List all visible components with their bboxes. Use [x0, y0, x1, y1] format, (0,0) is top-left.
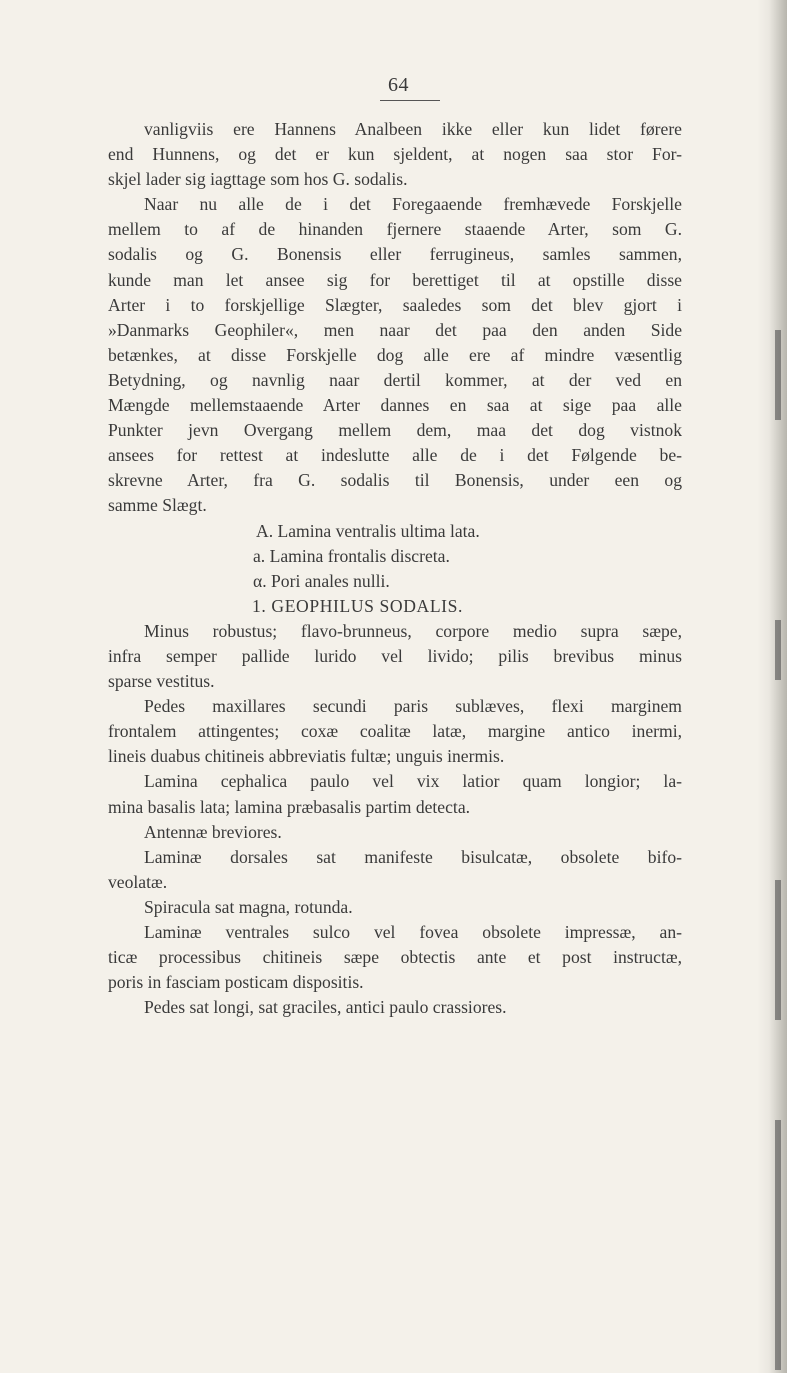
text-line: Punkter jevn Overgang mellem dem, maa det dog vistnok — [108, 420, 682, 441]
text-line: Naar nu alle de i det Foregaaende fremhævede Forskjelle — [144, 194, 682, 215]
text-line: veolatæ. — [108, 871, 168, 892]
text-line: mellem to af de hinanden fjernere staaende Arter, som G. — [108, 219, 682, 240]
page-number-rule — [380, 100, 440, 101]
text-line: Pedes maxillares secundi paris sublæves, flexi marginem — [144, 696, 682, 717]
text-line: skjel lader sig iagttage som hos G. sodalis. — [108, 169, 408, 190]
text-line: Minus robustus; flavo-brunneus, corpore medio supra sæpe, — [144, 620, 682, 641]
text-line: ansees for rettest at indeslutte alle de i det Følgende be- — [108, 445, 682, 466]
text-line: ticæ processibus chitineis sæpe obtectis ante et post instructæ, — [108, 947, 682, 968]
text-body — [108, 117, 682, 1020]
text-line: Mængde mellemstaaende Arter dannes en saa at sige paa alle — [108, 395, 682, 416]
text-line: Spiracula sat magna, rotunda. — [144, 896, 353, 917]
text-line: sparse vestitus. — [108, 671, 215, 692]
text-line: Betydning, og navnlig naar dertil kommer, at der ved en — [108, 369, 682, 390]
edge-mark — [775, 620, 781, 680]
text-line: Arter i to forskjellige Slægter, saaledes som det blev gjort i — [108, 294, 682, 315]
text-line: frontalem attingentes; coxæ coalitæ latæ, margine antico inermi, — [108, 721, 682, 742]
text-line: vanligviis ere Hannens Analbeen ikke eller kun lidet førere — [144, 119, 682, 139]
text-line: Antennæ breviores. — [144, 821, 282, 842]
text-line: Laminæ dorsales sat manifeste bisulcatæ, obsolete bifo- — [144, 846, 682, 867]
text-line: mina basalis lata; lamina præbasalis partim detecta. — [108, 796, 471, 817]
text-line: lineis duabus chitineis abbreviatis fultæ; unguis inermis. — [108, 746, 505, 767]
text-line: infra semper pallide lurido vel livido; pilis brevibus minus — [108, 645, 682, 666]
text-line: Laminæ ventrales sulco vel fovea obsolete impressæ, an- — [144, 922, 682, 942]
paragraph-genus-discussion — [108, 192, 682, 518]
edge-mark — [775, 330, 781, 420]
text-line: Pedes sat longi, sat graciles, antici paulo crassiores. — [144, 997, 507, 1018]
key-heading-alpha: α. Pori anales nulli. — [253, 570, 390, 591]
edge-mark — [775, 1120, 781, 1370]
text-line: skrevne Arter, fra G. sodalis til Bonensis, under een og — [108, 470, 682, 491]
key-heading-a: a. Lamina frontalis discreta. — [253, 545, 450, 566]
page-edge-shadow — [757, 0, 787, 1373]
text-line: poris in fasciam posticam dispositis. — [108, 972, 364, 993]
text-line: »Danmarks Geophiler«, men naar det paa den anden Side — [108, 319, 682, 340]
text-line: kunde man let ansee sig for berettiget til at opstille disse — [108, 269, 682, 290]
text-line: Lamina cephalica paulo vel vix latior quam longior; la- — [144, 771, 682, 792]
species-heading: 1. GEOPHILUS SODALIS. — [252, 595, 464, 616]
edge-mark — [775, 880, 781, 1020]
key-heading-A: A. Lamina ventralis ultima lata. — [256, 520, 480, 541]
text-line: betænkes, at disse Forskjelle dog alle ere af mindre væsentlig — [108, 344, 682, 365]
text-line: end Hunnens, og det er kun sjeldent, at nogen saa stor For- — [108, 144, 682, 165]
text-line: sodalis og G. Bonensis eller ferrugineus, samles sammen, — [108, 244, 682, 265]
page-number: 64 — [388, 74, 409, 96]
text-line: samme Slægt. — [108, 495, 207, 516]
paragraph-dimorphism — [108, 117, 682, 192]
species-description — [108, 619, 682, 1021]
